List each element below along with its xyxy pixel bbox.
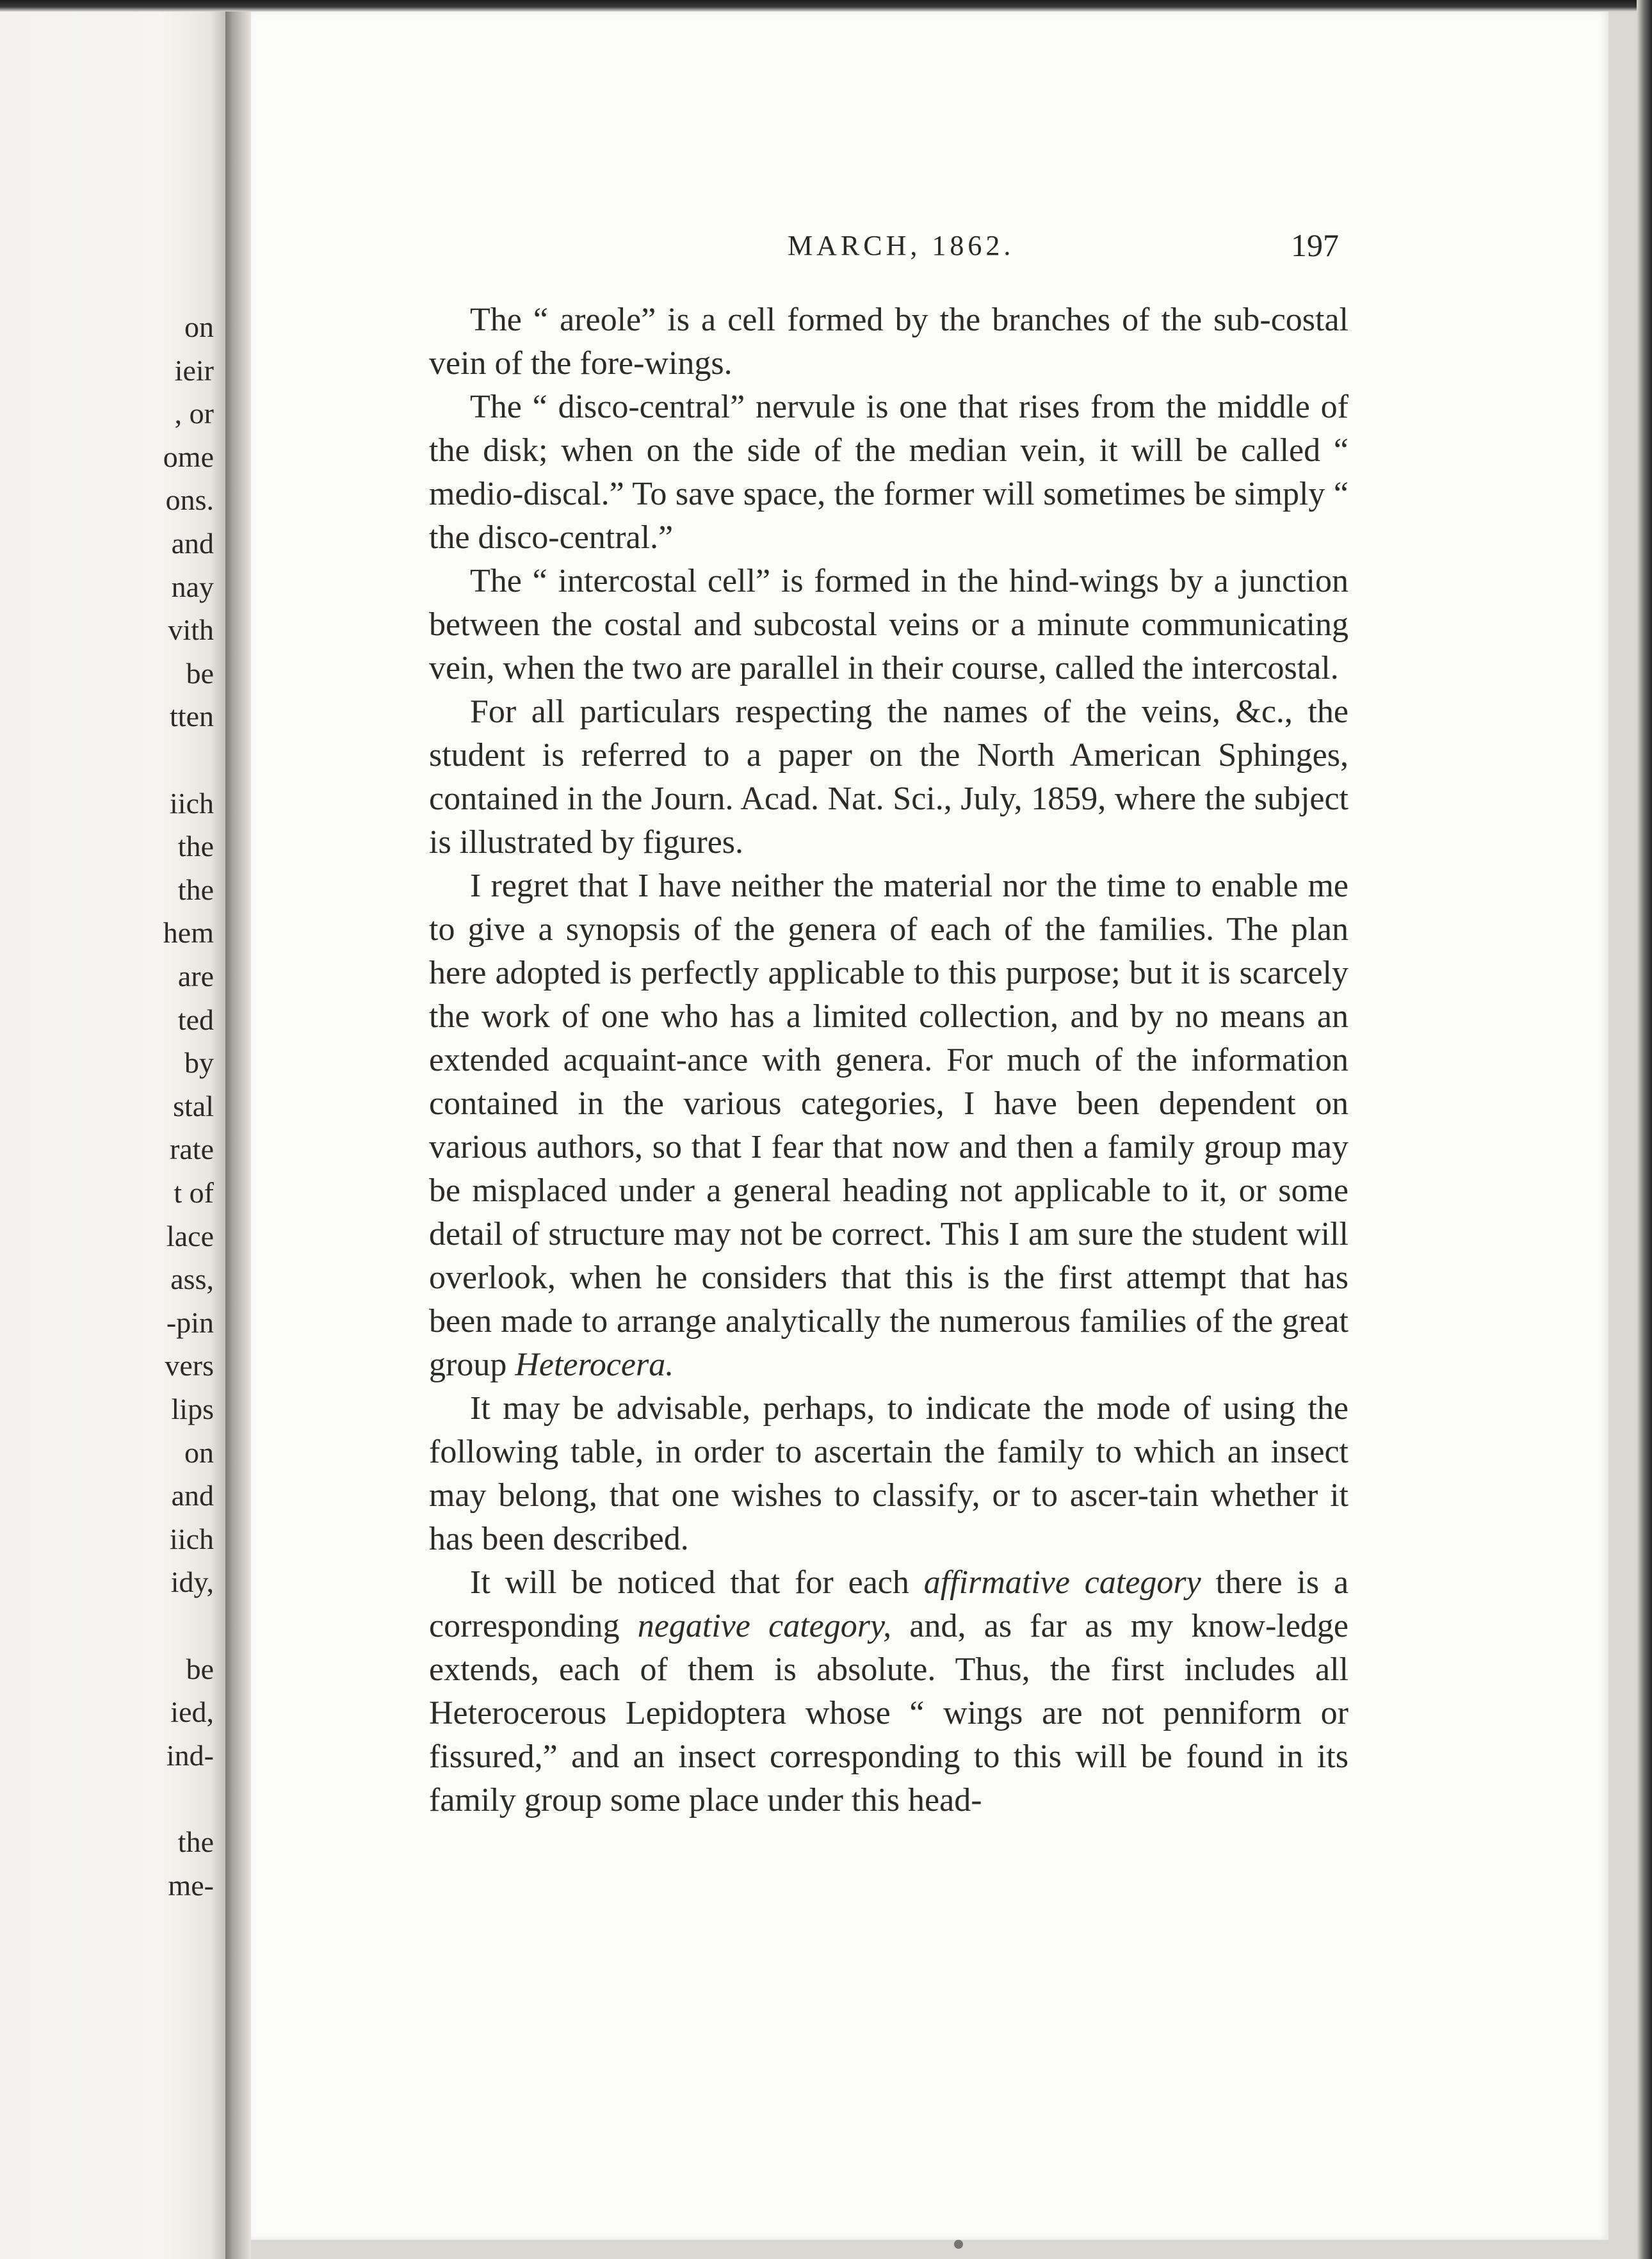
left-page-fragment: idy, [170, 1566, 214, 1599]
left-page-fragment: the [177, 873, 214, 906]
paragraph-particulars: For all particulars respecting the names of the veins, &c., the student is referred to a paper on the North American Sphinges, contained in the Journ. Acad. Nat. Sci., July, 1859, where the subject is illustrated by figures. [429, 693, 1348, 861]
paragraph-disco-central: The “ disco-central” nervule is one that rises from the middle of the disk; when on the side of the median vein, it will be called “ medio-discal.” To save space, the former will sometimes be simply “ the disco-central.” [429, 389, 1348, 556]
page-number: 197 [1291, 227, 1339, 263]
left-page-fragment: stal [173, 1089, 214, 1122]
left-page-fragment: are [177, 960, 214, 992]
categories-rest: and, as far as my know-ledge extends, each of them is absolute. Thus, the first includes all Heterocerous Lepidoptera whose “ wings are not penniform or fissured,” and an insect corresponding to this will be found in its family group some place under this head- [429, 1608, 1348, 1818]
scan-border-top [0, 0, 1652, 12]
left-page-fragment: and [171, 1479, 214, 1512]
left-page-fragment: vith [168, 613, 214, 647]
left-page-fragment: be [186, 1652, 214, 1685]
left-page-fragment: tten [170, 700, 214, 733]
left-page-fragment: the [177, 830, 214, 863]
left-page-fragment: ind- [166, 1738, 214, 1772]
left-page-fragment: on [184, 1436, 214, 1469]
left-page-fragment: lips [171, 1393, 214, 1425]
left-page-fragment: ome [163, 440, 214, 473]
book-gutter [225, 12, 251, 2259]
previous-page-edge [0, 12, 228, 2259]
left-page-fragment: on [184, 311, 214, 343]
left-page-fragment: ied, [170, 1696, 214, 1729]
left-page-fragment: rate [170, 1133, 214, 1166]
left-page-fragment: by [184, 1046, 214, 1080]
running-head-title: MARCH, 1862. [788, 230, 1015, 261]
left-page-fragment: iich [170, 786, 214, 820]
body-text [429, 298, 1348, 1822]
categories-mid: there is a corresponding [429, 1564, 1349, 1644]
paragraph-advisable: It may be advisable, perhaps, to indicate the mode of using the following table, in order to ascertain the family to which an insect may belong, that one wishes to classify, or to ascer-tain whether it has been described. [429, 1390, 1348, 1557]
paragraph-regret-text: I regret that I have neither the material nor the time to enable me to give a synopsis of the genera of each of the families. The plan here adopted is perfectly applicable to this purpose; but it is scarcely the work of one who has a limited collection, and by no means an extended acquaint-ance with genera. For much of the information contained in the various categories, I have been dependent on various authors, so that I fear that now and then a family group may be misplaced under a general heading not applicable to it, or some detail of structure may not be correct. This I am sure the student will overlook, when he considers that this is the first attempt that has been made to arrange analytically the numerous families of the great group [429, 868, 1348, 1383]
left-page-fragment: and [171, 527, 214, 560]
left-page-fragment: ass, [170, 1263, 214, 1296]
left-page-fragment: ieir [174, 353, 214, 387]
book-page [251, 12, 1608, 2240]
left-page-fragment: iich [170, 1522, 214, 1555]
paragraph-regret [429, 864, 1348, 1387]
running-head [251, 229, 1596, 268]
italic-negative-category: negative category, [637, 1608, 892, 1644]
left-page-fragment: lace [166, 1219, 214, 1252]
left-page-fragment: -pin [166, 1306, 214, 1339]
left-page-fragment: vers [165, 1349, 214, 1382]
left-page-fragment: ons. [165, 483, 214, 517]
scan-speck [954, 2240, 963, 2249]
paragraph-areole: The “ areole” is a cell formed by the branches of the sub-costal vein of the fore-wings. [429, 302, 1348, 382]
left-page-fragment: be [186, 656, 214, 690]
paragraph-categories [429, 1561, 1348, 1822]
left-page-fragment: ted [177, 1003, 214, 1036]
left-page-fragment: me- [168, 1868, 214, 1902]
scan-border-right [1637, 0, 1652, 2259]
paragraph-intercostal: The “ intercostal cell” is formed in the hind-wings by a junction between the costal and subcostal veins or a minute communicating vein, when the two are parallel in their course, called the intercostal. [429, 563, 1348, 686]
italic-affirmative-category: affirmative category [923, 1564, 1201, 1601]
left-page-fragment: hem [163, 916, 214, 950]
left-page-fragment: , or [174, 397, 214, 430]
categories-lead: It will be noticed that for each [470, 1564, 909, 1601]
left-page-fragment: t of [174, 1176, 214, 1209]
left-page-fragment: the [177, 1826, 214, 1858]
left-page-fragment: nay [171, 570, 214, 603]
italic-heterocera: Heterocera. [515, 1347, 674, 1383]
